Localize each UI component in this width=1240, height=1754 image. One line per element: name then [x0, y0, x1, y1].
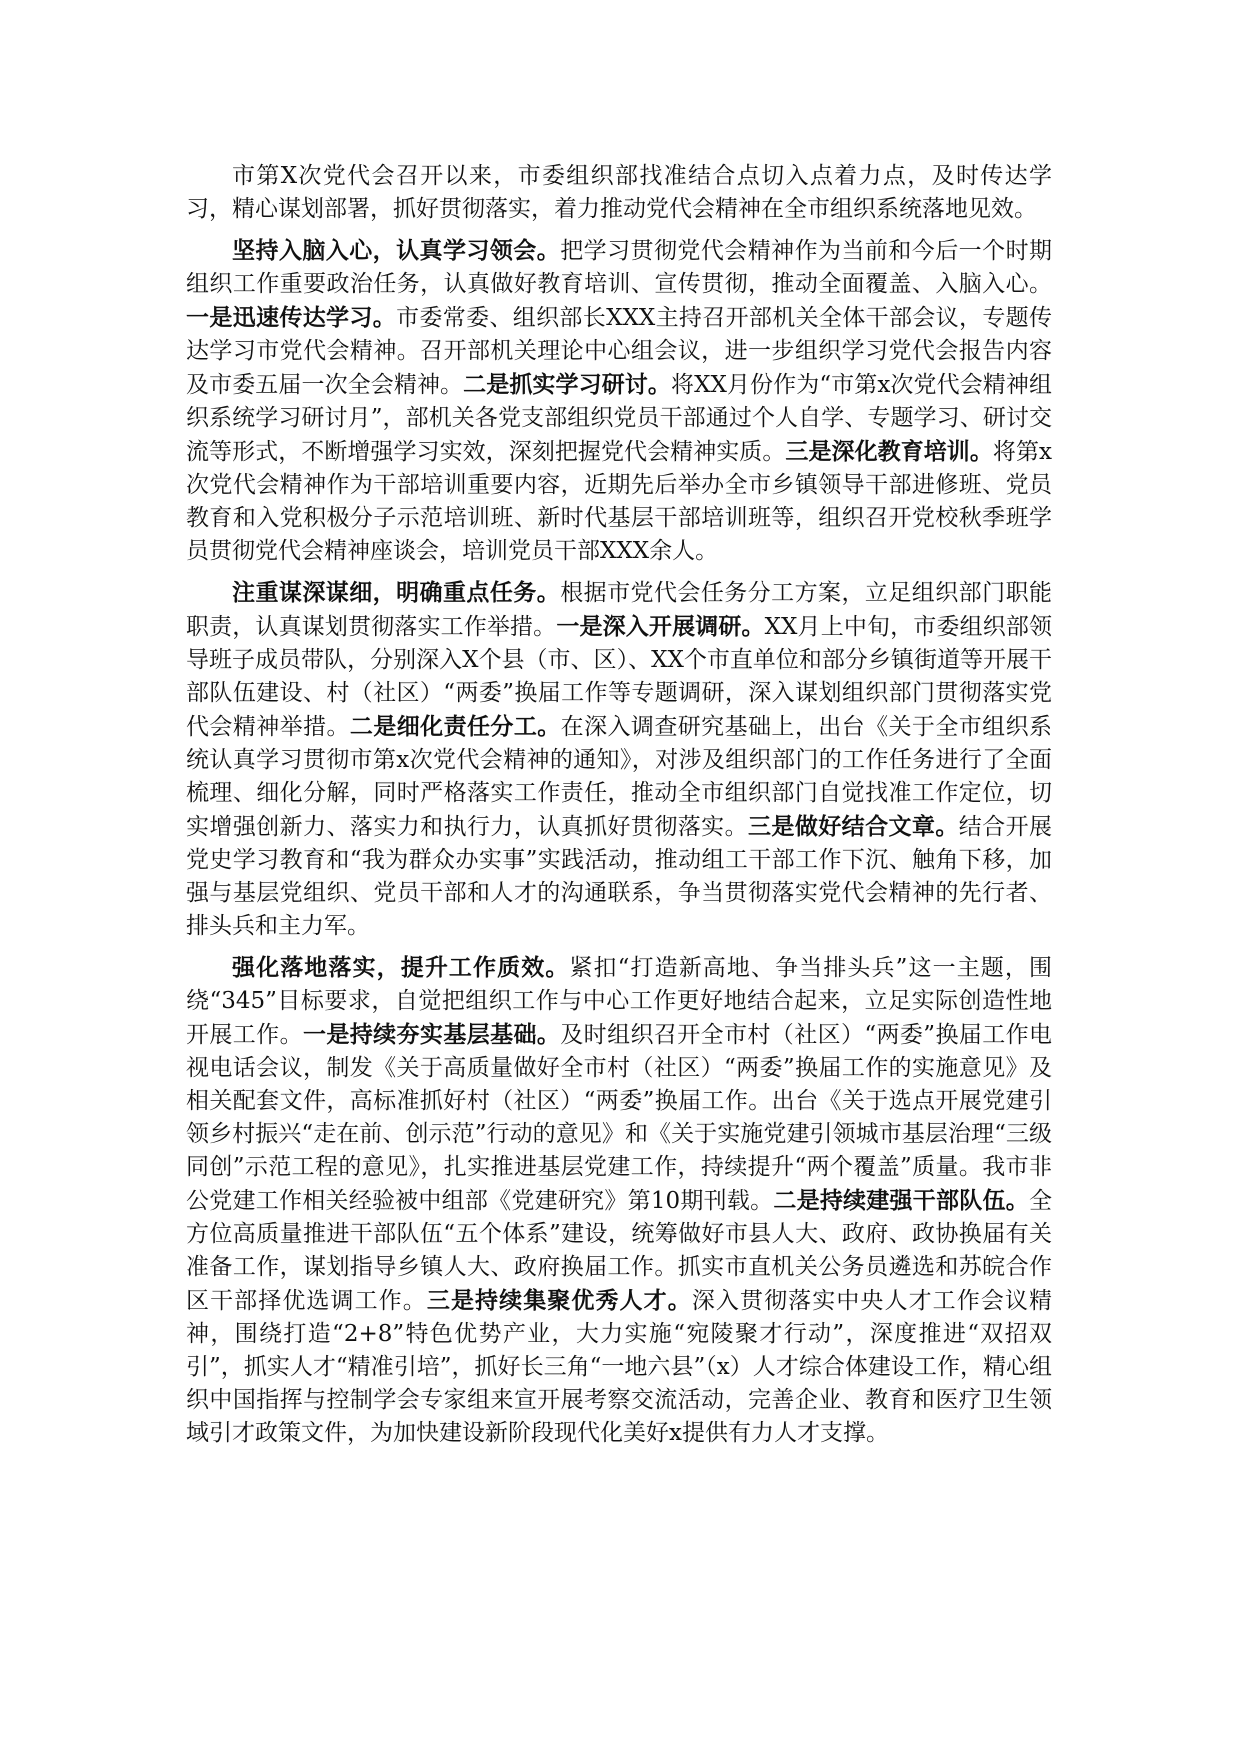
- section-2-text-4: 结合开展党史学习教育和“我为群众办实事”实践活动，推动组工干部工作下沉、触角下移，加强与基层党组织、党员干部和人才的沟通联系，争当贯彻落实党代会精神的先行者、排头兵和主力军。: [186, 814, 1053, 939]
- section-1-subheading-3: 三是深化教育培训。: [785, 438, 993, 465]
- section-2-text-2: XX月上中旬，市委组织部领导班子成员带队，分别深入X个县（市、区）、XX个市直单位和部分乡镇街道等开展干部队伍建设、村（社区）“两委”换届工作等专题调研，深入谋划组织部门贯彻落实党代会精神举措。: [186, 614, 1053, 740]
- intro-paragraph: [186, 160, 1052, 226]
- section-1-text-2: 市委常委、组织部长XXX主持召开部机关全体干部会议，专题传达学习市党代会精神。召开部机关理论中心组会议，进一步组织学习党代会报告内容及市委五届一次全会精神。: [186, 305, 1053, 398]
- section-1-text-4: 将第x次党代会精神作为干部培训重要内容，近期先后举办全市乡镇领导干部进修班、党员教育和入党积极分子示范培训班、新时代基层干部培训班等，组织召开党校秋季班学员贯彻党代会精神座谈会，培训党员干部XXX余人。: [186, 439, 1053, 564]
- section-2-paragraph: [186, 576, 1052, 943]
- document-body: [186, 160, 1052, 1458]
- section-2-text-1: 根据市党代会任务分工方案，立足组织部门职能职责，认真谋划贯彻落实工作举措。: [186, 580, 1053, 640]
- section-2-heading: 注重谋深谋细，明确重点任务。: [232, 579, 561, 606]
- section-2-text-3: 在深入调查研究基础上，出台《关于全市组织系统认真学习贯彻市第x次党代会精神的通知》，对涉及组织部门的工作任务进行了全面梳理、细化分解，同时严格落实工作责任，推动全市组织部门自觉找准工作定位，切实增强创新力、落实力和执行力，认真抓好贯彻落实。: [186, 714, 1053, 840]
- intro-text: 市第X次党代会召开以来，市委组织部找准结合点切入点着力点，及时传达学习，精心谋划部署，抓好贯彻落实，着力推动党代会精神在全市组织系统落地见效。: [186, 163, 1052, 222]
- section-2-subheading-3: 三是做好结合文章。: [748, 813, 959, 840]
- section-1-subheading-1: 一是迅速传达学习。: [186, 304, 397, 331]
- section-1-heading: 坚持入脑入心，认真学习领会。: [232, 237, 561, 264]
- section-3-subheading-3: 三是持续集聚优秀人才。: [426, 1287, 692, 1314]
- section-3-text-1: 紧扣“打造新高地、争当排头兵”这一主题，围绕“345”目标要求，自觉把组织工作与中心工作更好地结合起来，立足实际创造性地开展工作。: [186, 955, 1052, 1048]
- section-2-subheading-2: 二是细化责任分工。: [349, 713, 561, 740]
- section-1-text-3: 将XX月份作为“市第x次党代会精神组织系统学习研讨月”，部机关各党支部组织党员干部通过个人自学、专题学习、研讨交流等形式，不断增强学习实效，深刻把握党代会精神实质。: [186, 372, 1052, 465]
- section-3-text-2: 及时组织召开全市村（社区）“两委”换届工作电视电话会议，制发《关于高质量做好全市村（社区）“两委”换届工作的实施意见》及相关配套文件，高标准抓好村（社区）“两委”换届工作。出台《关于选点开展党建引领乡村振兴“走在前、创示范”行动的意见》和《关于实施党建引领城市基层治理“三级同创”示范工程的意见》，扎实推进基层党建工作，持续提升“两个覆盖”质量。我市非公党建工作相关经验被中组部《党建研究》第10期刊载。: [186, 1022, 1053, 1214]
- section-2-subheading-1: 一是深入开展调研。: [556, 613, 765, 640]
- section-1-subheading-2: 二是抓实学习研讨。: [463, 371, 671, 398]
- section-3-paragraph: [186, 951, 1052, 1450]
- section-3-subheading-2: 二是持续建强干部队伍。: [773, 1187, 1029, 1214]
- section-1-paragraph: [186, 234, 1052, 568]
- section-3-text-3: 全方位高质量推进干部队伍“五个体系”建设，统筹做好市县人大、政府、政协换届有关准备工作，谋划指导乡镇人大、政府换届工作。抓实市直机关公务员遴选和苏皖合作区干部择优选调工作。: [186, 1188, 1052, 1314]
- section-3-heading: 强化落地落实，提升工作质效。: [232, 954, 570, 981]
- section-3-text-4: 深入贯彻落实中央人才工作会议精神，围绕打造“2+8”特色优势产业，大力实施“宛陵聚才行动”，深度推进“双招双引”，抓实人才“精准引培”，抓好长三角“一地六县”（x）人才综合体建设工作，精心组织中国指挥与控制学会专家组来宣开展考察交流活动，完善企业、教育和医疗卫生领域引才政策文件，为加快建设新阶段现代化美好x提供有力人才支撑。: [186, 1288, 1053, 1446]
- section-3-subheading-1: 一是持续夯实基层基础。: [302, 1021, 561, 1048]
- section-1-text-1: 把学习贯彻党代会精神作为当前和今后一个时期组织工作重要政治任务，认真做好教育培训、宣传贯彻，推动全面覆盖、入脑入心。: [186, 238, 1053, 297]
